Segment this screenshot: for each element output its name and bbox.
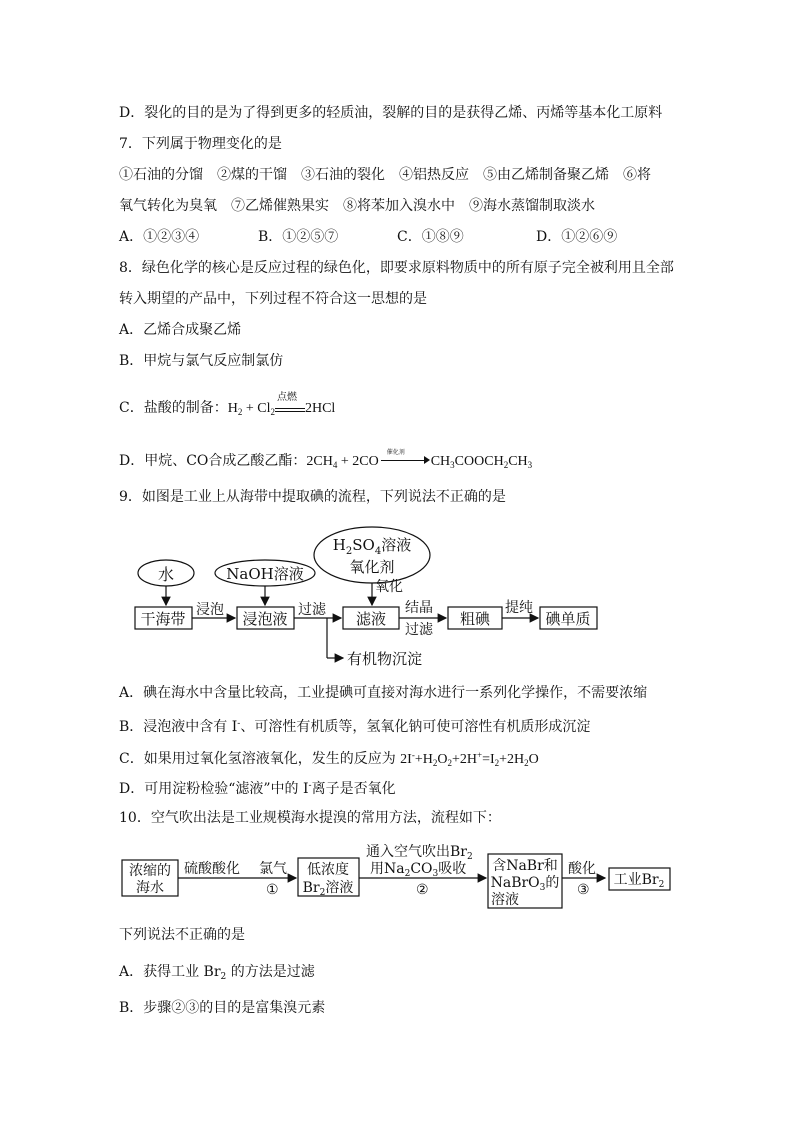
q8-option-c: [119, 392, 336, 422]
condition-catalyst: 催化剂: [386, 450, 405, 456]
filter-step-label: 过滤: [298, 602, 326, 618]
bromine-extraction-flowchart: [0, 836, 794, 916]
seawater-label-2: 海水: [136, 880, 164, 896]
q8-option-d-equation: $2CH_4 + 2CO$ 催化剂 $CH_3COOCH_2CH_3$: [306, 454, 532, 469]
q10-option-a-pre: A．获得工业 Br: [119, 964, 221, 980]
q9-option-b: B．浸泡液中含有 I-、可溶性有机质等，氢氧化钠可使可溶性有机质形成沉淀: [119, 719, 591, 735]
q9-option-b-pre: B．浸泡液中含有 I: [119, 719, 238, 735]
q8-option-d: [119, 451, 532, 475]
iodine-label: 碘单质: [545, 610, 591, 628]
q9-option-b-post: 、可溶性有机质等，氢氧化钠可使可溶性有机质形成沉淀: [240, 719, 591, 735]
kelp-label: 干海带: [140, 610, 186, 628]
q9-option-c: [119, 745, 539, 773]
oxidize-label: 氧化: [375, 579, 403, 595]
q7-stem: 7．下列属于物理变化的是: [119, 136, 282, 152]
q7-items-line1: ①石油的分馏 ②煤的干馏 ③石油的裂化 ④铝热反应 ⑤由乙烯制备聚乙烯 ⑥将: [119, 167, 651, 183]
q10-stem: 10．空气吹出法是工业规模海水提溴的常用方法，流程如下：: [119, 810, 501, 826]
iodine-extraction-flowchart: [0, 525, 794, 675]
q7-option-b: B．①②⑤⑦: [258, 229, 339, 245]
naoh-label: NaOH溶液: [226, 565, 304, 583]
q6-option-d: D．裂化的目的是为了得到更多的轻质油，裂解的目的是获得乙烯、丙烯等基本化工原料: [119, 105, 663, 121]
seawater-label-1: 浓缩的: [129, 863, 171, 879]
q9-option-d-pre: D．可用淀粉检验“滤液”中的 I: [119, 781, 309, 797]
q8-stem-line2: 转入期望的产品中，下列过程不符合这一思想的是: [119, 291, 427, 307]
q8-option-b: B．甲烷与氯气反应制氯仿: [119, 353, 284, 369]
q8-option-c-equation: $H_2 + Cl_2$ 点燃 2HCl: [228, 401, 336, 416]
nabr-label-3: 溶液: [491, 892, 519, 908]
nabr-label-2: NaBrO$_3$的: [490, 875, 560, 893]
q9-option-c-pre: C．如果用过氧化氢溶液氧化，发生的反应为: [119, 751, 401, 767]
q10-prompt: 下列说法不正确的是: [119, 927, 245, 943]
purify-step-label: 提纯: [505, 600, 533, 616]
q9-option-d: D．可用淀粉检验“滤液”中的 I-离子是否氧化: [119, 781, 396, 797]
absorb-label: 用$Na_2CO_3$吸收: [370, 861, 467, 879]
q7-option-d: D．①②⑥⑨: [536, 229, 618, 245]
condition-ignite: 点燃: [276, 392, 297, 403]
q8-stem-line1: 8．绿色化学的核心是反应过程的绿色化，即要求原料物质中的所有原子完全被利用且全部: [119, 260, 674, 276]
q9-option-a: A．碘在海水中含量比较高，工业提碘可直接对海水进行一系列化学操作，不需要浓缩: [119, 685, 648, 701]
crystallize-step-label: 结晶: [405, 600, 433, 616]
filter2-step-label: 过滤: [405, 622, 433, 638]
q8-option-d-label: D．甲烷、CO合成乙酸乙酯：: [119, 453, 307, 469]
filtrate-label: 滤液: [355, 610, 387, 628]
q7-option-a: A．①②③④: [119, 229, 200, 245]
air-blow-label: 通入空气吹出$Br_2$: [366, 844, 473, 862]
q7-option-c: C．①⑧⑨: [397, 229, 464, 245]
water-label: 水: [157, 565, 175, 584]
q9-option-d-post: 离子是否氧化: [311, 781, 396, 797]
q9-stem: 9．如图是工业上从海带中提取碘的流程，下列说法不正确的是: [119, 489, 506, 505]
nabr-label-1: 含NaBr和: [492, 858, 558, 874]
step3-label: ③: [577, 882, 590, 898]
step2-label: ②: [416, 882, 429, 898]
oxidant-label: 氧化剂: [349, 558, 395, 576]
q8-option-c-label: C．盐酸的制备：: [119, 400, 228, 416]
q9-option-c-equation: $2I^-+H_2O_2+2H^+=I_2+2H_2O$: [400, 750, 539, 768]
q10-option-b: B．步骤②③的目的是富集溴元素: [119, 1000, 326, 1016]
q7-items-line2: 氧气转化为臭氧 ⑦乙烯催熟果实 ⑧将苯加入溴水中 ⑨海水蒸馏制取淡水: [119, 198, 595, 214]
low-bromine-label-1: 低浓度: [307, 862, 349, 878]
chlorine-label: 氯气: [259, 861, 287, 877]
soak-step-label: 浸泡: [196, 602, 224, 618]
soak-liquid-label: 浸泡液: [242, 610, 288, 628]
industrial-bromine-label: 工业$Br_2$: [613, 872, 665, 890]
step1-label: ①: [266, 882, 279, 898]
q8-option-a: A．乙烯合成聚乙烯: [119, 322, 242, 338]
low-bromine-label-2: $Br_2$溶液: [302, 880, 354, 898]
acidify-label: 硫酸酸化: [184, 861, 240, 877]
acidify2-label: 酸化: [568, 861, 596, 877]
q10-option-a-post: 的方法是过滤: [226, 964, 315, 980]
precipitate-label: 有机物沉淀: [347, 650, 423, 668]
q10-option-a: A．获得工业 $Br_2$ 的方法是过滤: [119, 964, 315, 982]
h2so4-label: $H_2SO_4$溶液: [332, 536, 412, 557]
crude-iodine-label: 粗碘: [459, 610, 491, 628]
